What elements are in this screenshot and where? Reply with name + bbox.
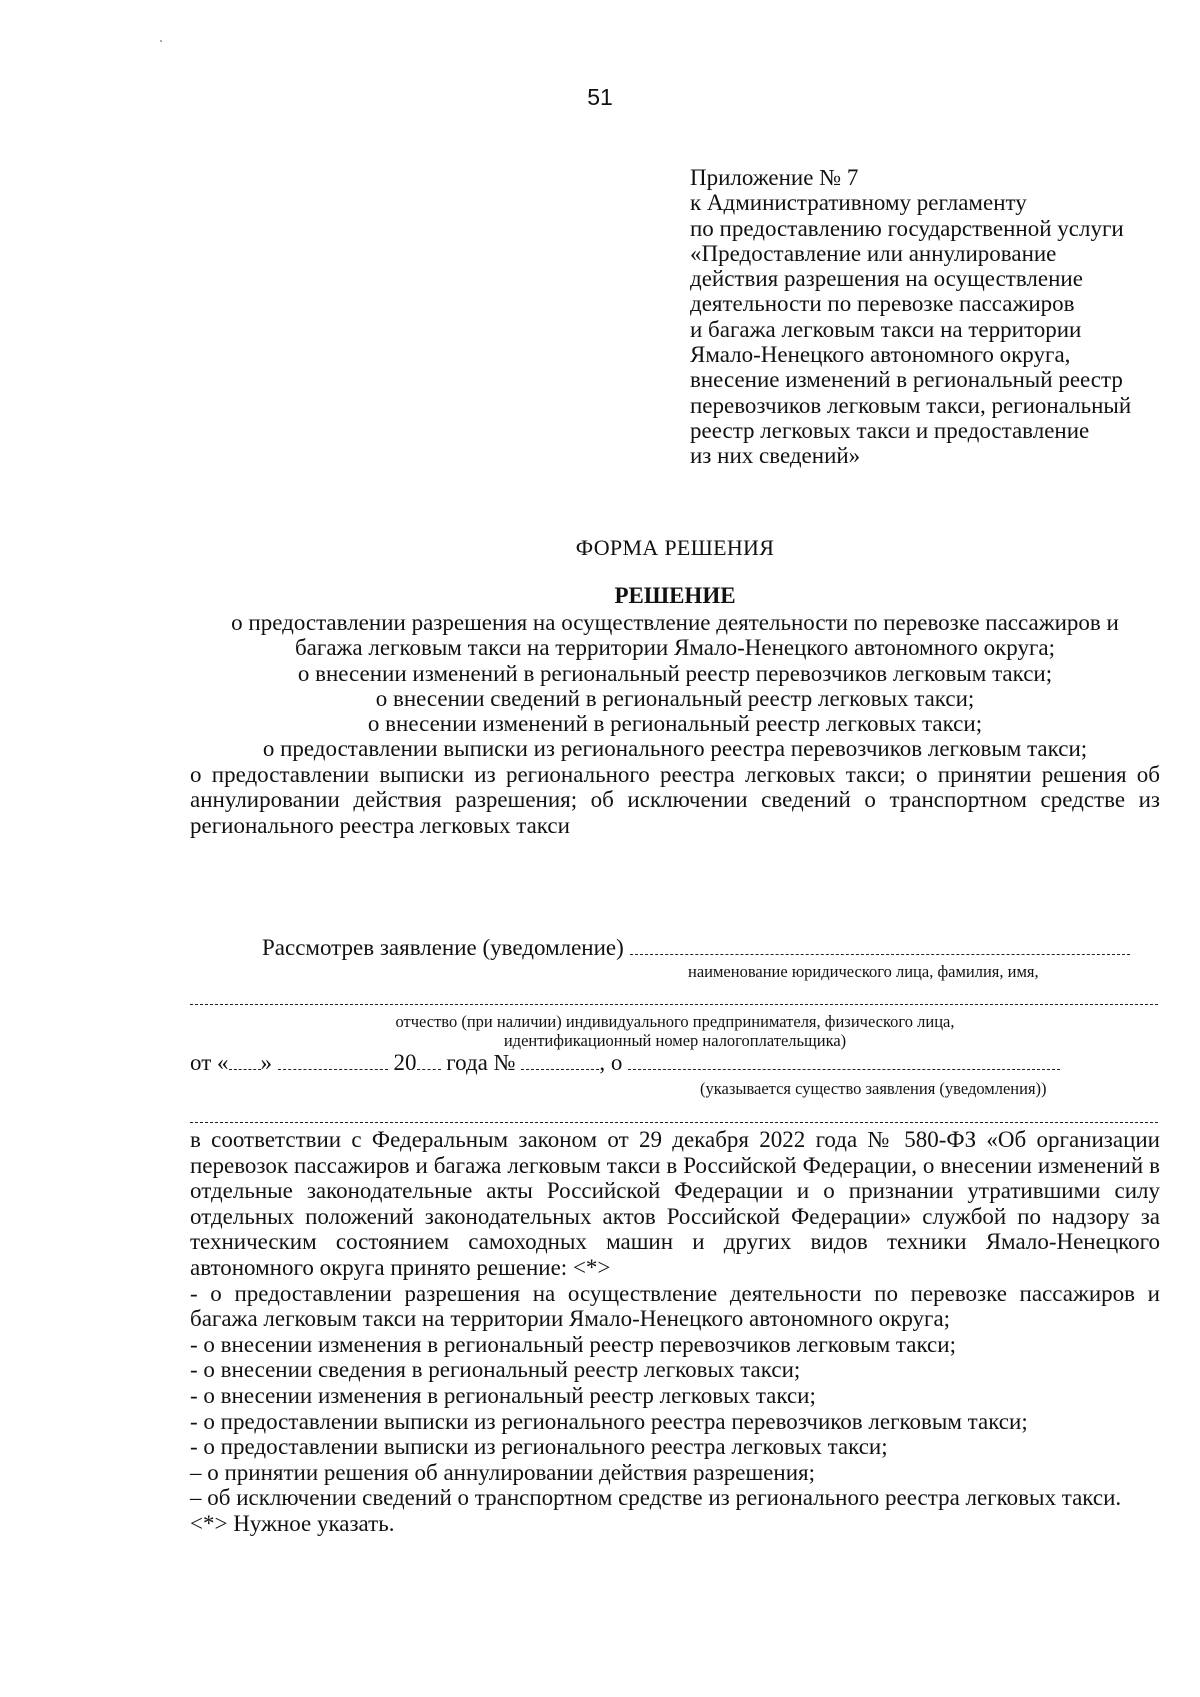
essence-blank[interactable] bbox=[628, 1051, 1060, 1070]
annex-line: Ямало-Ненецкого автономного округа, bbox=[690, 342, 1071, 368]
decision-option: - о внесении изменения в региональный реестр перевозчиков легковым такси; bbox=[190, 1331, 956, 1357]
page-number: 51 bbox=[587, 84, 613, 110]
year-prefix: 20 bbox=[393, 1050, 417, 1075]
from-close: » bbox=[260, 1050, 272, 1075]
footnote: <*> Нужное указать. bbox=[190, 1510, 395, 1536]
decision-option: – об исключении сведений о транспортном средстве из регионального реестра легковых такси. bbox=[190, 1485, 1122, 1511]
hint-patronymic-1: отчество (при наличии) индивидуального предпринимателя, физического лица, bbox=[395, 1012, 955, 1031]
annex-line: действия разрешения на осуществление bbox=[690, 266, 1083, 292]
annex-line: деятельности по перевозке пассажиров bbox=[690, 291, 1075, 317]
essence-line[interactable] bbox=[190, 1122, 1158, 1123]
year-blank[interactable] bbox=[417, 1051, 441, 1070]
number-blank[interactable] bbox=[521, 1051, 599, 1070]
decision-body bbox=[190, 1127, 1160, 1537]
legal-basis-paragraph: в соответствии с Федеральным законом от 29 декабря 2022 года № 580-ФЗ «Об организации перевозок пассажиров и багажа легковым такси в Российской Федерации, о внесении изменений в отдельные законодательные акты Российской Федерации и о признании утратившими силу отдельных положений законодательных актов Российской Федерации» службой по надзору за техническим состоянием самоходных машин и других видов техники Ямало-Ненецкого автономного округа принято решение: <*> bbox=[190, 1127, 1160, 1280]
scan-speck bbox=[160, 40, 162, 42]
decision-title: РЕШЕНИЕ bbox=[614, 583, 736, 608]
decision-line: багажа легковым такси на территории Ямало-Ненецкого автономного округа; bbox=[294, 635, 1056, 661]
annex-line: реестр легковых такси и предоставление bbox=[690, 417, 1090, 443]
year-label: года № bbox=[446, 1050, 516, 1075]
decision-line: о внесении изменений в региональный реестр перевозчиков легковым такси; bbox=[297, 660, 1053, 686]
hint-name: наименование юридического лица, фамилия, имя, bbox=[688, 962, 1039, 981]
form-title: ФОРМА РЕШЕНИЯ bbox=[575, 535, 775, 560]
considered-row bbox=[262, 935, 1160, 961]
decision-line: о предоставлении выписки из регионального реестра перевозчиков легковым такси; bbox=[262, 736, 1088, 762]
annex-line: к Административному регламенту bbox=[690, 190, 1027, 216]
about-label: , о bbox=[599, 1050, 623, 1075]
annex-line: по предоставлению государственной услуги bbox=[690, 215, 1124, 241]
annex-line: и багажа легковым такси на территории bbox=[690, 316, 1082, 342]
annex-line: внесение изменений в региональный реестр bbox=[690, 367, 1123, 393]
decision-justified-text: о предоставлении выписки из регионального реестра легковых такси; о принятии решения об аннулировании действия разрешения; об исключении сведений о транспортном средстве из регионального реестра легковых такси bbox=[190, 762, 1160, 838]
applicant-name-line[interactable] bbox=[190, 1004, 1158, 1005]
from-label: от « bbox=[190, 1050, 229, 1075]
applicant-name-blank[interactable] bbox=[630, 936, 1130, 955]
decision-option: - о внесении изменения в региональный реестр легковых такси; bbox=[190, 1382, 816, 1408]
decision-option: - о внесении сведения в региональный реестр легковых такси; bbox=[190, 1357, 801, 1383]
day-blank[interactable] bbox=[229, 1051, 261, 1070]
considered-label: Рассмотрев заявление (уведомление) bbox=[262, 935, 624, 960]
decision-option: - о предоставлении выписки из регионального реестра перевозчиков легковым такси; bbox=[190, 1408, 1028, 1434]
hint-essence: (указывается существо заявления (уведомления)) bbox=[700, 1079, 1047, 1098]
annex-line: перевозчиков легковым такси, региональный bbox=[690, 392, 1132, 418]
decision-option: - о предоставлении выписки из регионального реестра легковых такси; bbox=[190, 1434, 888, 1460]
annex-block bbox=[690, 165, 1190, 469]
hint-patronymic-2: идентификационный номер налогоплательщика) bbox=[503, 1031, 847, 1050]
decision-line: о внесении изменений в региональный реестр легковых такси; bbox=[367, 711, 983, 737]
decision-line: о предоставлении разрешения на осуществление деятельности по перевозке пассажиров и bbox=[231, 610, 1119, 635]
annex-line: Приложение № 7 bbox=[690, 165, 859, 190]
month-blank[interactable] bbox=[278, 1051, 388, 1070]
decision-option: – о принятии решения об аннулировании действия разрешения; bbox=[190, 1459, 815, 1485]
annex-line: «Предоставление или аннулирование bbox=[690, 240, 1057, 266]
decision-line: о внесении сведений в региональный реестр легковых такси; bbox=[375, 685, 975, 711]
date-row bbox=[190, 1050, 1160, 1076]
decision-option: - о предоставлении разрешения на осуществление деятельности по перевозке пассажиров и багажа легковым такси на территории Ямало-Ненецкого автономного округа; bbox=[190, 1280, 1160, 1332]
annex-line: из них сведений» bbox=[690, 443, 861, 469]
decision-subjects bbox=[190, 610, 1160, 762]
